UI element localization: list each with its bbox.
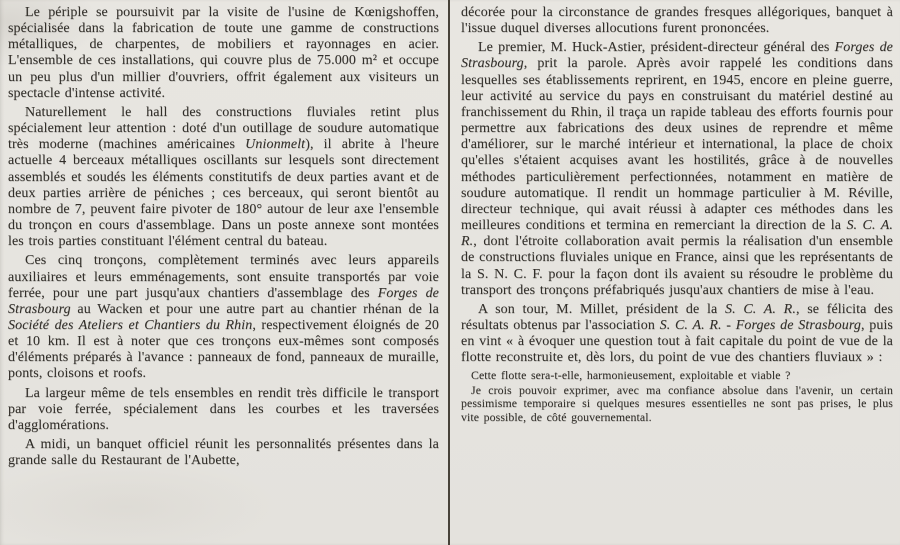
italic-text-segment: Forges de Strasbourg bbox=[8, 285, 439, 317]
text-segment: La largeur même de tels ensembles en rendit très difficile le transport par voie ferrée, spécialement dans les courbes et les traversées d'agglomérations. bbox=[8, 385, 439, 433]
text-segment: , se félicita des résultats obtenus par l'association bbox=[461, 301, 894, 333]
text-segment: , dont l'étroite collaboration avait permis la réalisation d'un ensemble de constructions fluviales unique en France, ainsi que les représentants de la S. N. C. F. pour la façon dont ils avaient su résoudre le problème du transport des tronçons préfabriqués jusqu'aux chantiers de mise à l'eau. bbox=[461, 234, 893, 298]
text-segment: A midi, un banquet officiel réunit les personnalités présentes dans la grande salle du Restaurant de l'Aubette, bbox=[8, 437, 439, 469]
paragraph bbox=[8, 437, 439, 469]
text-segment: , puis en vint « à évoquer une question tout à fait capitale du point de vue de la flotte reconstruite et, dès lors, du point de vue des chantiers fluviaux » : bbox=[461, 317, 893, 366]
text-segment: , prit la parole. Après avoir rappelé les conditions dans lesquelles ses établissements reprirent, en 1945, encore en pleine guerre, leur activité au service du pays en construisant du matériel destiné au franchissement du Rhin, il traça un rapide tableau des efforts fournis pour permettre aux fabrications des deux usines de reprendre et même d'améliorer, sur le marché intérieur et international, la place de choix qu'elles s'étaient acquises avant les hostilités, grâce à de nouvelles méthodes particulièrement perfectionnées, notamment en matière de soudure automatique. Il rendit un hommage particulier à M. Réville, directeur technique, qui avait réussi à adapter ces méthodes dans les meilleures conditions et termina en remerciant la direction de la bbox=[461, 56, 893, 234]
paragraph bbox=[461, 302, 893, 367]
paragraph bbox=[8, 5, 439, 102]
text-segment: A son tour, M. Millet, président de la bbox=[478, 301, 725, 317]
text-segment: Je crois pouvoir exprimer, avec ma confiance absolue dans l'avenir, un certain pessimisme temporaire si quelques mesures essentielles ne sont pas prises, le plus vite possible, de côté gouvernemental. bbox=[461, 382, 893, 424]
italic-text-segment: S. C. A. R. bbox=[724, 301, 796, 317]
italic-text-segment: S. C. A. R. bbox=[461, 218, 893, 250]
text-segment: ), il abrite à l'heure actuelle 4 berceaux métalliques oscillants sur lesquels sont directement assemblés et soudés les éléments constitutifs de deux parties avant et de deux parties arrière de péniches ; ces berceaux, qui seront bientôt au nombre de 7, peuvent faire pivoter de 180° autour de leur axe l'ensemble du tronçon en cours d'assemblage. Dans un poste annexe sont montées les trois parties constituant l'élément central du bateau. bbox=[8, 137, 439, 250]
text-segment: , respectivement éloignés de 20 et 10 km. Il est à noter que ces tronçons eux-mêmes sont composés d'éléments préparés à l'avance : panneaux de fond, panneaux de muraille, ponts, cloisons et roofs. bbox=[8, 317, 439, 382]
italic-text-segment: Société des Ateliers et Chantiers du Rhin bbox=[8, 317, 253, 333]
paragraph bbox=[461, 384, 893, 424]
text-segment: Le premier, M. Huck-Astier, président-directeur général des bbox=[478, 40, 835, 56]
paragraph bbox=[461, 40, 893, 299]
text-segment: décorée pour la circonstance de grandes fresques allégoriques, banquet à l'issue duquel diverses allocutions furent prononcées. bbox=[461, 5, 893, 37]
text-segment: Le périple se poursuivit par la visite de l'usine de Kœnigshoffen, spécialisée dans la fabrication de toute une gamme de constructions métalliques, de charpentes, de mobiliers et rayonnages en acier. L'ensemble de ces installations, qui couvre plus de 75.000 m² et occupe un peu plus d'un millier d'ouvriers, offrit également aux visiteurs un spectacle d'intense activité. bbox=[8, 5, 439, 101]
italic-text-segment: S. C. A. R. - Forges de Strasbourg bbox=[659, 317, 861, 333]
left-column bbox=[0, 0, 448, 545]
paragraph bbox=[461, 5, 893, 37]
text-segment: au Wacken et pour une autre part au chantier rhénan de la bbox=[70, 301, 439, 317]
text-segment: Ces cinq tronçons, complètement terminés avec leurs appareils auxiliaires et leurs emménagements, sont ensuite transportés par voie ferrée, pour une part jusqu'aux chantiers d'assemblage des bbox=[8, 253, 439, 301]
italic-text-segment: Unionmelt bbox=[245, 137, 306, 153]
text-segment: Naturellement le hall des constructions fluviales retint plus spécialement leur attention : doté d'un outillage de soudure automatique très moderne (machines américaines bbox=[8, 104, 439, 153]
text-segment: Cette flotte sera-t-elle, harmonieusement, exploitable et viable ? bbox=[471, 368, 791, 383]
paragraph bbox=[8, 105, 439, 250]
paragraph bbox=[8, 253, 439, 382]
italic-text-segment: Forges de Strasbourg bbox=[461, 40, 894, 72]
paragraph bbox=[461, 369, 893, 382]
right-column bbox=[450, 0, 900, 545]
paragraph bbox=[8, 386, 439, 434]
